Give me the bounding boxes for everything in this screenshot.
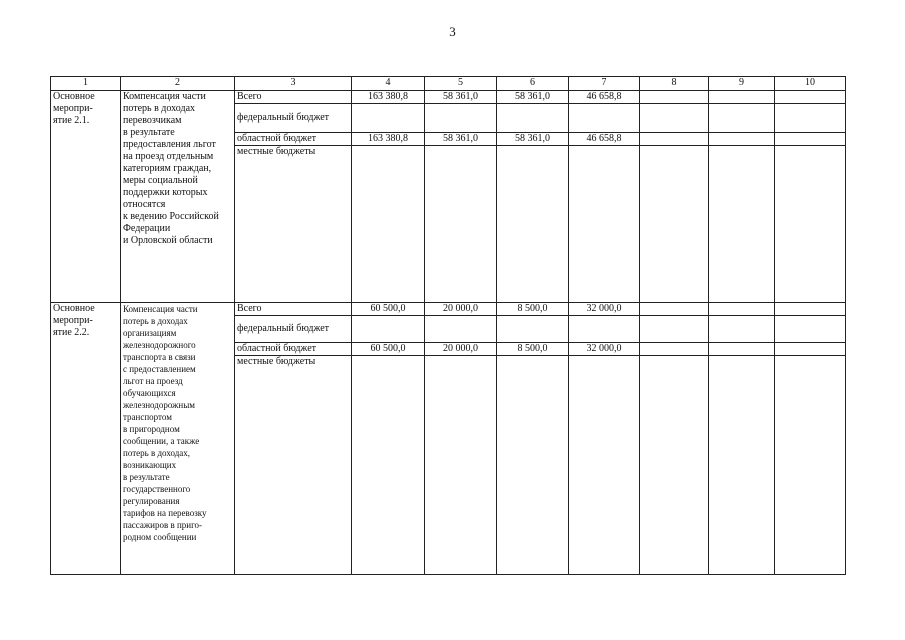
- value-cell: [775, 146, 846, 303]
- value-cell: [352, 316, 425, 343]
- value-cell: [640, 133, 709, 146]
- value-cell: 46 658,8: [569, 91, 640, 104]
- value-cell: [569, 316, 640, 343]
- value-cell: [352, 356, 425, 575]
- value-cell: [352, 104, 425, 133]
- value-cell: [709, 343, 775, 356]
- column-header: 4: [352, 77, 425, 91]
- table-row: [51, 91, 846, 104]
- column-header: 7: [569, 77, 640, 91]
- column-header: 9: [709, 77, 775, 91]
- value-cell: 60 500,0: [352, 343, 425, 356]
- value-cell: [775, 303, 846, 316]
- funding-source: областной бюджет: [235, 133, 352, 146]
- value-cell: [709, 316, 775, 343]
- value-cell: [709, 303, 775, 316]
- value-cell: [640, 316, 709, 343]
- event-description: Компенсация части потерь в доходах перевозчикам в результате предоставления льгот на проезд отдельным категориям граждан, меры социальной поддержки которых относятся к ведению Российской Федерации и Орловской области: [121, 91, 235, 303]
- column-header: 5: [425, 77, 497, 91]
- value-cell: [640, 303, 709, 316]
- value-cell: [775, 343, 846, 356]
- funding-source: местные бюджеты: [235, 146, 352, 303]
- funding-source: Всего: [235, 91, 352, 104]
- value-cell: [569, 146, 640, 303]
- value-cell: [497, 316, 569, 343]
- value-cell: [640, 146, 709, 303]
- funding-source: местные бюджеты: [235, 356, 352, 575]
- funding-source: федеральный бюджет: [235, 316, 352, 343]
- value-cell: [709, 133, 775, 146]
- value-cell: [497, 146, 569, 303]
- value-cell: [709, 356, 775, 575]
- value-cell: 58 361,0: [497, 133, 569, 146]
- column-header: 10: [775, 77, 846, 91]
- value-cell: 32 000,0: [569, 343, 640, 356]
- funding-source: областной бюджет: [235, 343, 352, 356]
- value-cell: [640, 356, 709, 575]
- event-name: Основное меропри- ятие 2.1.: [51, 91, 121, 303]
- value-cell: [775, 356, 846, 575]
- value-cell: 20 000,0: [425, 343, 497, 356]
- value-cell: [425, 104, 497, 133]
- value-cell: [497, 356, 569, 575]
- value-cell: [709, 146, 775, 303]
- value-cell: [640, 91, 709, 104]
- value-cell: 58 361,0: [497, 91, 569, 104]
- value-cell: [640, 104, 709, 133]
- column-header: 2: [121, 77, 235, 91]
- column-header: 6: [497, 77, 569, 91]
- value-cell: 58 361,0: [425, 91, 497, 104]
- header-row: [51, 77, 846, 91]
- value-cell: 8 500,0: [497, 303, 569, 316]
- event-name: Основное меропри- ятие 2.2.: [51, 303, 121, 575]
- value-cell: [775, 316, 846, 343]
- budget-table: [50, 76, 846, 575]
- value-cell: 163 380,8: [352, 91, 425, 104]
- funding-source: федеральный бюджет: [235, 104, 352, 133]
- column-header: 8: [640, 77, 709, 91]
- value-cell: [709, 91, 775, 104]
- value-cell: 58 361,0: [425, 133, 497, 146]
- column-header: 1: [51, 77, 121, 91]
- value-cell: 163 380,8: [352, 133, 425, 146]
- value-cell: [497, 104, 569, 133]
- value-cell: [640, 343, 709, 356]
- value-cell: [569, 356, 640, 575]
- value-cell: [569, 104, 640, 133]
- event-description: Компенсация части потерь в доходах организациям железнодорожного транспорта в связи с предоставлением льгот на проезд обучающихся железнодорожным транспортом в пригородном сообщении, а также потерь в доходах, возникающих в результате государственного регулирования тарифов на перевозку пассажиров в приго- родном сообщении: [121, 303, 235, 575]
- column-header: 3: [235, 77, 352, 91]
- value-cell: [352, 146, 425, 303]
- value-cell: 32 000,0: [569, 303, 640, 316]
- page-number: 3: [449, 24, 456, 39]
- value-cell: 46 658,8: [569, 133, 640, 146]
- value-cell: 8 500,0: [497, 343, 569, 356]
- value-cell: [425, 356, 497, 575]
- value-cell: [775, 91, 846, 104]
- value-cell: [775, 104, 846, 133]
- table-row: [51, 303, 846, 316]
- value-cell: [775, 133, 846, 146]
- value-cell: [425, 316, 497, 343]
- value-cell: 60 500,0: [352, 303, 425, 316]
- funding-source: Всего: [235, 303, 352, 316]
- value-cell: [709, 104, 775, 133]
- value-cell: 20 000,0: [425, 303, 497, 316]
- value-cell: [425, 146, 497, 303]
